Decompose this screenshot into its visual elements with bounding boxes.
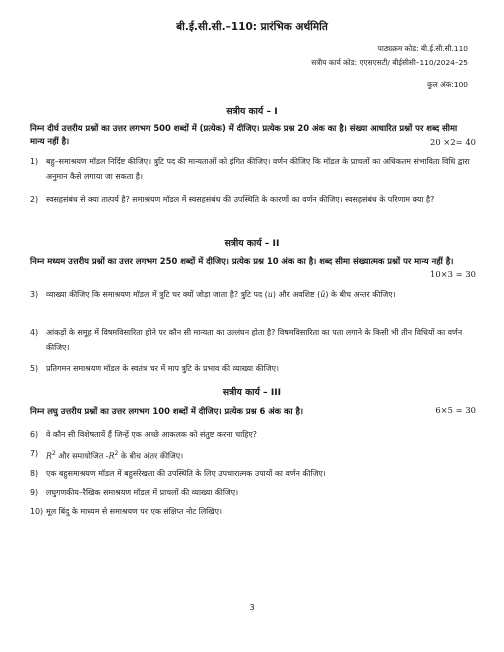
question-item: [30, 192, 475, 207]
question-number: 6): [30, 430, 39, 439]
question-item: [30, 446, 475, 464]
total-marks: कुल अंक:100: [427, 80, 468, 89]
section-marks: 10×3 = 30: [429, 269, 476, 279]
question-text: लघुगणकीय–रैखिक समाश्रयण मॉडल में प्राचलों की व्याख्या कीजिए।: [46, 488, 239, 497]
question-text: व्याख्या कीजिए कि समाश्रयण मॉडल में त्रुटि चर क्यों जोड़ा जाता है? त्रुटि पद (u) और अवशिष्ट (û) के बीच अन्तर कीजिए।: [46, 290, 396, 299]
question-number: 1): [30, 157, 39, 166]
question-number: 7): [30, 449, 39, 458]
question-text: एक बहुसमाश्रयण मॉडल में बहुसंरेखता की उपस्थिति के लिए उपचारात्मक उपायों का वर्णन कीजिए।: [46, 469, 326, 478]
question-number: 2): [30, 195, 39, 204]
error-symbol: u: [267, 290, 273, 299]
adjusted-r-squared-symbol: R: [108, 451, 115, 461]
question-text: आंकड़ों के समूह में विषमविसारिता होने पर कौन सी मान्यता का उल्लंघन होता है? विषमविसारिता का पता लगाने के किसी भी तीन विधियों का वर्णन कीजिए।: [46, 328, 463, 352]
question-number: 8): [30, 469, 39, 478]
section-instruction: निम्न लघु उत्तरीय प्रश्नों का उत्तर लगभग 100 शब्दों में दीजिए। प्रत्येक प्रश्न 6 अंक का है।: [30, 406, 304, 416]
question-text: स्वसहसंबंध से क्या तात्पर्य है? समाश्रयण मॉडल में स्वसहसंबंध की उपस्थिति के कारणों का वर्णन कीजिए। स्वसहसंबंध के परिणाम क्या है?: [46, 195, 435, 204]
question-text: बहु–समाश्रयण मॉडल निर्दिष्ट कीजिए। त्रुटि पद की मान्यताओं को इंगित कीजिए। वर्णन कीजिए कि मॉडल के प्राचलों का अधिकतम संभाविता विधि द्वारा अनुमान कैसे लगाया जा सकता है।: [46, 157, 470, 181]
question-text: प्रतिगमन समाश्रयण मॉडल के स्वतंत्र चर में माप त्रुटि के प्रभाव की व्याख्या कीजिए।: [46, 364, 279, 373]
question-item: [30, 361, 475, 376]
course-code: पाठ्यक्रम कोड: बी.ई.सी.सी.110: [377, 44, 468, 53]
question-item: [30, 466, 475, 481]
section-instruction: निम्न मध्यम उत्तरीय प्रश्नों का उत्तर लगभग 250 शब्दों में दीजिए। प्रत्येक प्रश्न 10 अंक का है। शब्द सीमा संख्यात्मक प्रश्नों पर मान्य नहीं है।: [30, 256, 454, 266]
question-number: 9): [30, 488, 39, 497]
question-item: [30, 287, 475, 302]
question-item: [30, 504, 475, 519]
section-marks: 20 ×2= 40: [429, 137, 476, 147]
question-item: [30, 427, 475, 442]
document-title: बी.ई.सी.सी.–110: प्रारंभिक अर्थमिति: [176, 21, 328, 33]
section-heading: सत्रीय कार्य – III: [222, 387, 282, 398]
question-number: 10): [30, 507, 44, 516]
question-text: वे कौन सी विशेषतायें हैं जिन्हें एक अच्छे आकलक को संतुष्ट करना चाहिए?: [46, 430, 257, 439]
r-squared-symbol: R: [46, 451, 52, 461]
question-item: [30, 325, 475, 355]
section-heading: सत्रीय कार्य – II: [224, 238, 280, 249]
assignment-code: सत्रीय कार्य कोड: एएसएसटी/ बीईसीसी–110/2024–25: [311, 58, 468, 67]
question-number: 3): [30, 290, 39, 299]
residual-symbol: û: [320, 290, 326, 299]
question-text: $R^2$ और समायोजित $-R^2$ के बीच अंतर कीजिए।: [46, 450, 184, 461]
section-instruction: निम्न दीर्घ उत्तरीय प्रश्नों का उत्तर लगभग 500 शब्दों में (प्रत्येक) में दीजिए। प्रत्येक प्रश्न 20 अंक का है। संख्या आधारित प्रश्नों पर शब्द सीमा मान्य नहीं है।: [30, 123, 458, 146]
question-number: 5): [30, 364, 39, 373]
section-marks: 6×5 = 30: [435, 405, 476, 415]
question-number: 4): [30, 328, 39, 337]
page-number: 3: [249, 603, 255, 612]
section-heading: सत्रीय कार्य – I: [226, 106, 278, 117]
question-item: [30, 485, 475, 500]
question-item: [30, 154, 475, 184]
question-text: मूल बिंदु के माध्यम से समाश्रयण पर एक संक्षिप्त नोट लिखिए।: [46, 507, 223, 516]
